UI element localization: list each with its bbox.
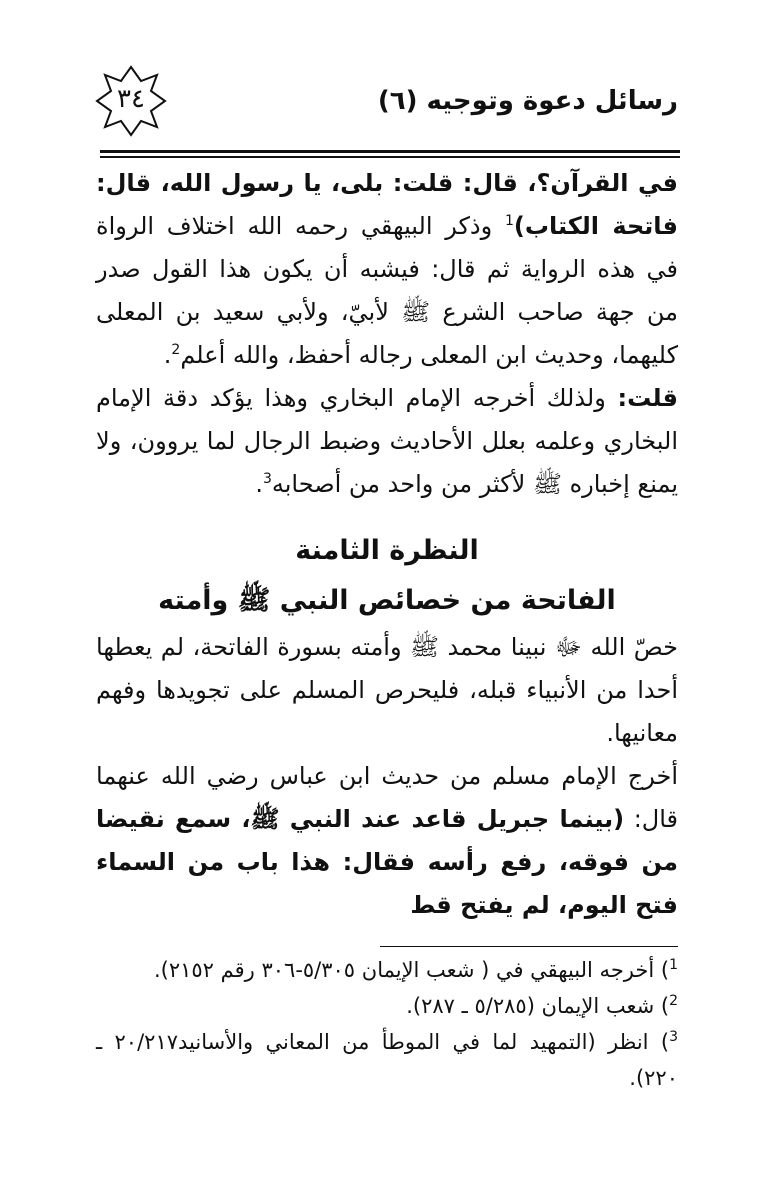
footnote-ref: 1	[504, 213, 514, 229]
footnote	[96, 952, 678, 988]
footnote-ref: 2	[171, 342, 181, 358]
hadith-quote-bold: في القرآن؟، قال: قلت: بلى، يا رسول الله، قال: فاتحة الكتاب)	[96, 169, 678, 240]
paragraph	[96, 755, 678, 927]
header-rule-thick	[100, 150, 680, 153]
paragraph-text: ولذلك أخرجه الإمام البخاري وهذا يؤكد دقة الإمام البخاري وعلمه بعلل الأحاديث وضبط الرجال لما يروون، ولا يمنع إخباره ﷺ لأكثر من واحد من أصحابه	[96, 384, 678, 498]
footnote	[96, 988, 678, 1024]
section-subheading: الفاتحة من خصائص النبي ﷺ وأمته	[158, 585, 616, 616]
footnotes	[96, 952, 678, 1096]
paragraph: قلت: ولذلك أخرجه الإمام البخاري وهذا يؤكد دقة الإمام البخاري وعلمه بعلل الأحاديث وضبط الرجال لما يروون، ولا يمنع إخباره ﷺ لأكثر من واحد من أصحابه$^3$.	[96, 384, 678, 498]
hadith-quote-bold: (بينما جبريل قاعد عند النبي ﷺ، سمع نقيضا من فوقه، رفع رأسه فقال: هذا باب من السماء فتح اليوم، لم يفتح قط	[96, 805, 678, 919]
footnote-ref: 3	[262, 471, 272, 487]
footnote	[96, 1024, 678, 1096]
footnote-text: ) انظر (التمهيد لما في الموطأ من المعاني والأسانيد٢٠/٢١٧ ـ ٢٢٠).	[96, 1030, 678, 1090]
footnote-text: ) شعب الإيمان (٥/٢٨٥ ـ ٢٨٧).	[406, 994, 670, 1018]
header-rule-thin	[100, 156, 680, 158]
footnote-number: 1	[669, 957, 678, 973]
paragraph-text: وذكر البيهقي رحمه الله اختلاف الرواة في هذه الرواية ثم قال: فيشبه أن يكون هذا القول صدر من جهة صاحب الشرع ﷺ لأبيّ، ولأبي سعيد بن المعلى كليهما، وحديث ابن المعلى رجاله أحفظ، والله أعلم	[96, 212, 678, 369]
paragraph: في القرآن؟، قال: قلت: بلى، يا رسول الله، قال: فاتحة الكتاب)$^1$ وذكر البيهقي رحمه الله اختلاف الرواة في هذه الرواية ثم قال: فيشبه أن يكون هذا القول صدر من جهة صاحب الشرع ﷺ لأبيّ، ولأبي سعيد بن المعلى كليهما، وحديث ابن المعلى رجاله أحفظ، والله أعلم$^2$.	[96, 169, 678, 369]
footnote-number: 2	[669, 993, 678, 1009]
main-text	[96, 162, 678, 927]
footnote-separator	[380, 946, 678, 947]
paragraph-text: أخرج الإمام مسلم من حديث ابن عباس رضي الله عنهما قال:	[96, 762, 678, 833]
footnote-text: ) أخرجه البيهقي في ( شعب الإيمان ٥/٣٠٥-٣٠٦ رقم ٢١٥٢).	[153, 958, 670, 982]
section-heading: النظرة الثامنة	[295, 535, 479, 566]
paragraph: خصّ الله ﷻ نبينا محمد ﷺ وأمته بسورة الفاتحة، لم يعطها أحدا من الأنبياء قبله، فليحرص المسلم على تجويدها وفهم معانيها.	[96, 633, 678, 747]
section-headings	[96, 526, 678, 626]
note-label: قلت:	[617, 384, 678, 412]
footnote-number: 3	[669, 1029, 679, 1045]
running-header-title: رسائل دعوة وتوجيه (٦)	[377, 86, 678, 116]
page-number: ٣٤	[117, 84, 145, 114]
